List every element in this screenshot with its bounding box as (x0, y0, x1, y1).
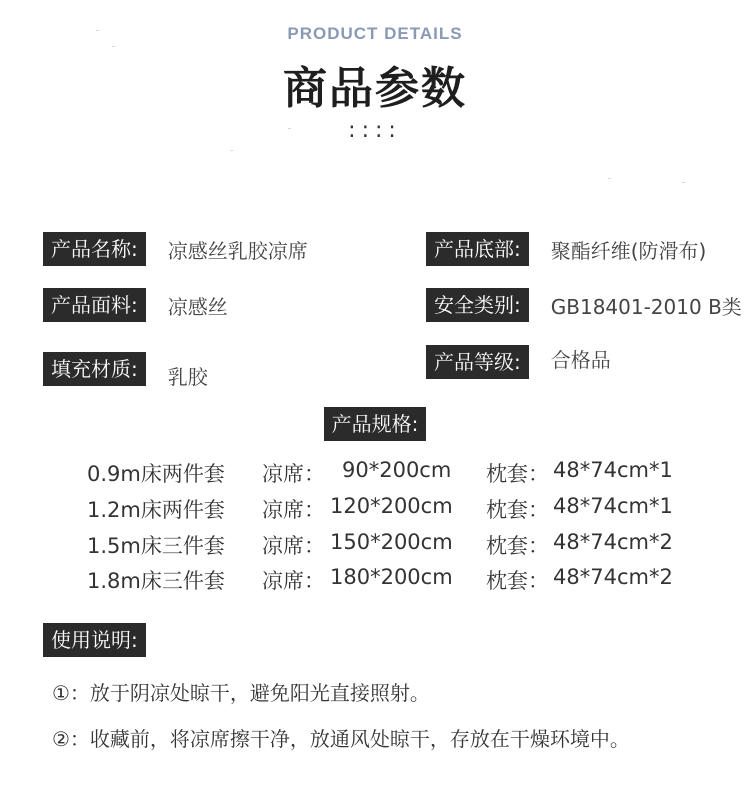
spec-size: 1.5m床三件套 (87, 534, 225, 558)
attribute-label: 产品面料: (43, 288, 146, 322)
spec-pillow-size: 48*74cm*1 (553, 494, 673, 518)
header-english-title: PRODUCT DETAILS (287, 24, 463, 43)
spec-row (0, 458, 750, 492)
spec-pillow-size: 48*74cm*2 (553, 530, 673, 554)
attribute-safety-category (426, 288, 742, 322)
spec-size: 0.9m床两件套 (87, 462, 225, 486)
spec-mat-size: 90*200cm (342, 458, 452, 482)
usage-title-label: 使用说明: (43, 623, 146, 657)
attribute-label: 产品底部: (426, 232, 529, 266)
specs-title-label: 产品规格: (324, 407, 427, 441)
spec-size: 1.2m床两件套 (87, 498, 225, 522)
spec-mat-size: 150*200cm (330, 530, 453, 554)
spec-row (0, 530, 750, 564)
spec-size: 1.8m床三件套 (87, 569, 225, 593)
decorative-dots: :::: (348, 118, 402, 143)
attribute-label: 产品名称: (43, 232, 146, 266)
attribute-filling (43, 352, 208, 389)
spec-row (0, 565, 750, 599)
spec-mat-size: 180*200cm (330, 565, 453, 589)
attribute-product-name (43, 232, 308, 266)
spec-pillow-size: 48*74cm*1 (553, 458, 673, 482)
specs-section-title (0, 407, 750, 441)
attribute-grade (426, 345, 611, 379)
spec-mat-label: 凉席： (262, 534, 325, 558)
attribute-label: 安全类别: (426, 288, 529, 322)
attribute-value: GB18401-2010 B类 (550, 294, 742, 319)
attribute-value: 聚酯纤维(防滑布) (550, 238, 707, 263)
attribute-label: 填充材质: (43, 352, 146, 386)
usage-instruction-item: ①：放于阴凉处晾干，避免阳光直接照射。 (52, 681, 430, 705)
spec-pillow-label: 枕套： (486, 462, 549, 486)
attribute-value: 凉感丝 (167, 294, 228, 319)
attribute-product-bottom (426, 232, 706, 266)
spec-mat-size: 120*200cm (330, 494, 453, 518)
attribute-value: 乳胶 (167, 364, 208, 389)
attribute-value: 凉感丝乳胶凉席 (167, 238, 308, 263)
spec-mat-label: 凉席： (262, 462, 325, 486)
attribute-value: 合格品 (550, 347, 611, 372)
spec-pillow-size: 48*74cm*2 (553, 565, 673, 589)
spec-mat-label: 凉席： (262, 569, 325, 593)
spec-row (0, 494, 750, 528)
spec-pillow-label: 枕套： (486, 534, 549, 558)
usage-instruction-item: ②：收藏前，将凉席擦干净，放通风处晾干，存放在干燥环境中。 (52, 727, 630, 751)
spec-pillow-label: 枕套： (486, 498, 549, 522)
spec-pillow-label: 枕套： (486, 569, 549, 593)
spec-mat-label: 凉席： (262, 498, 325, 522)
page-title: 商品参数 (283, 63, 467, 114)
attribute-label: 产品等级: (426, 345, 529, 379)
usage-section-title (43, 623, 146, 657)
attribute-fabric (43, 288, 228, 322)
